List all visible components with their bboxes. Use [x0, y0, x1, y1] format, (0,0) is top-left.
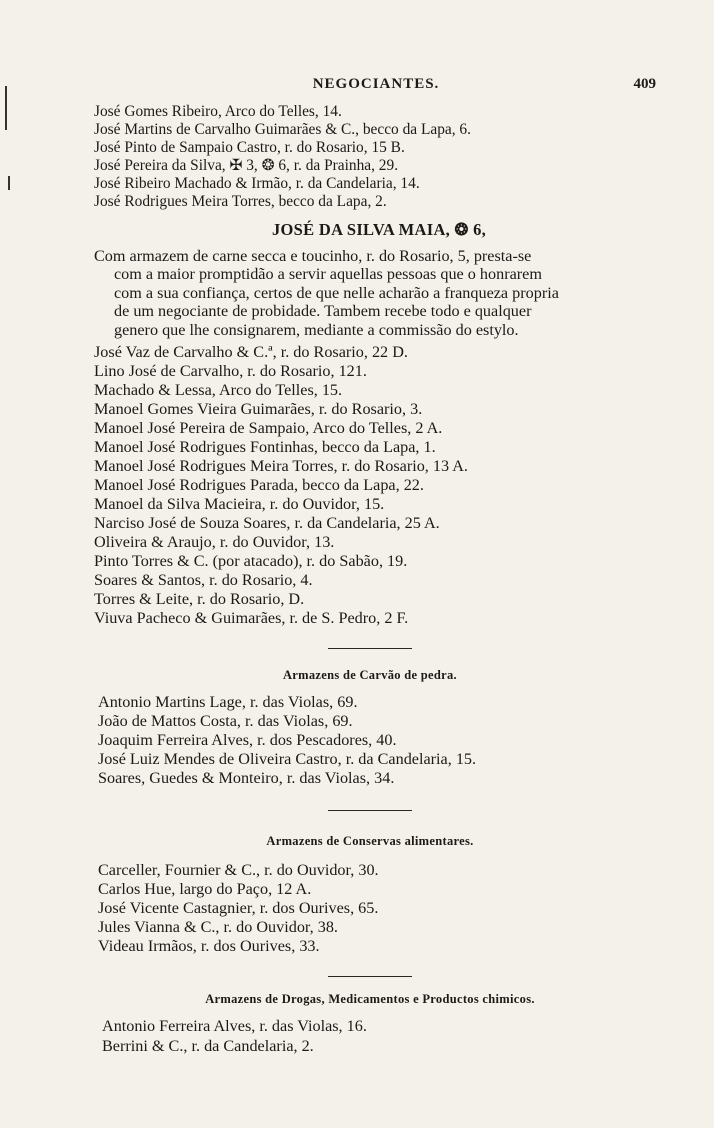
section-divider [328, 810, 412, 811]
directory-entry: Manoel José Rodrigues Parada, becco da Lapa, 22. [94, 476, 424, 494]
directory-entry: José Luiz Mendes de Oliveira Castro, r. da Candelaria, 15. [98, 750, 477, 768]
directory-entry: Berrini & C., r. da Candelaria, 2. [102, 1037, 314, 1055]
running-title: NEGOCIANTES. [312, 76, 440, 92]
directory-entry: Lino José de Carvalho, r. do Rosario, 121. [94, 362, 367, 380]
directory-entry: Machado & Lessa, Arco do Telles, 15. [94, 381, 343, 399]
directory-entry: José Gomes Ribeiro, Arco do Telles, 14. [94, 103, 342, 120]
directory-entry: Pinto Torres & C. (por atacado), r. do Sabão, 19. [94, 552, 408, 570]
section-title-drogas: Armazens de Drogas, Medicamentos e Productos chimicos. [205, 992, 535, 1006]
directory-entry: Oliveira & Araujo, r. do Ouvidor, 13. [94, 533, 335, 551]
directory-entry: José Pereira da Silva, ✠ 3, ❂ 6, r. da Prainha, 29. [94, 157, 399, 174]
directory-entry: Manoel Gomes Vieira Guimarães, r. do Rosario, 3. [94, 400, 423, 418]
section-divider [328, 648, 412, 649]
page-edge-mark [8, 176, 10, 190]
directory-entry: Joaquim Ferreira Alves, r. dos Pescadores, 40. [98, 731, 397, 749]
section-divider [328, 976, 412, 977]
featured-description-line: Com armazem de carne secca e toucinho, r. do Rosario, 5, presta-se [94, 247, 532, 265]
directory-entry: Jules Vianna & C., r. do Ouvidor, 38. [98, 918, 338, 936]
featured-description-line: de um negociante de probidade. Tambem recebe todo e qualquer [114, 302, 532, 320]
directory-entry: Soares, Guedes & Monteiro, r. das Violas, 34. [98, 769, 395, 787]
directory-entry: Soares & Santos, r. do Rosario, 4. [94, 571, 313, 589]
page-number: 409 [633, 76, 656, 92]
page-edge-mark [5, 86, 7, 130]
directory-entry: José Ribeiro Machado & Irmão, r. da Candelaria, 14. [94, 175, 420, 192]
directory-entry: Viuva Pacheco & Guimarães, r. de S. Pedro, 2 F. [94, 609, 409, 627]
directory-entry: Videau Irmãos, r. dos Ourives, 33. [98, 937, 320, 955]
directory-entry: Torres & Leite, r. do Rosario, D. [94, 590, 305, 608]
section-title-carvao: Armazens de Carvão de pedra. [282, 668, 457, 682]
directory-entry: Carceller, Fournier & C., r. do Ouvidor, 30. [98, 861, 379, 879]
directory-entry: Manoel José Rodrigues Fontinhas, becco da Lapa, 1. [94, 438, 436, 456]
directory-entry: Carlos Hue, largo do Paço, 12 A. [98, 880, 312, 898]
featured-description-line: com a maior promptidão a servir aquellas pessoas que o honrarem [114, 265, 542, 283]
directory-entry: José Rodrigues Meira Torres, becco da Lapa, 2. [94, 193, 387, 210]
featured-description-line: com a sua confiança, certos de que nelle acharão a franqueza propria [114, 284, 559, 302]
directory-entry: Narciso José de Souza Soares, r. da Candelaria, 25 A. [94, 514, 440, 532]
featured-merchant-name: JOSÉ DA SILVA MAIA, ❂ 6, [272, 220, 487, 239]
directory-entry: Antonio Martins Lage, r. das Violas, 69. [98, 693, 358, 711]
featured-description-line: genero que lhe consignarem, mediante a commissão do estylo. [114, 321, 519, 339]
running-head [96, 76, 656, 98]
section-title-conservas: Armazens de Conservas alimentares. [266, 834, 474, 848]
directory-entry: Manoel José Pereira de Sampaio, Arco do Telles, 2 A. [94, 419, 443, 437]
directory-entry: José Martins de Carvalho Guimarães & C., becco da Lapa, 6. [94, 121, 471, 138]
directory-entry: Manoel da Silva Macieira, r. do Ouvidor, 15. [94, 495, 385, 513]
directory-entry: José Pinto de Sampaio Castro, r. do Rosario, 15 B. [94, 139, 405, 156]
directory-entry: Manoel José Rodrigues Meira Torres, r. do Rosario, 13 A. [94, 457, 468, 475]
directory-entry: João de Mattos Costa, r. das Violas, 69. [98, 712, 353, 730]
directory-entry: Antonio Ferreira Alves, r. das Violas, 16. [102, 1017, 367, 1035]
directory-entry: José Vicente Castagnier, r. dos Ourives, 65. [98, 899, 379, 917]
directory-entry: José Vaz de Carvalho & C.ª, r. do Rosario, 22 D. [94, 343, 408, 361]
